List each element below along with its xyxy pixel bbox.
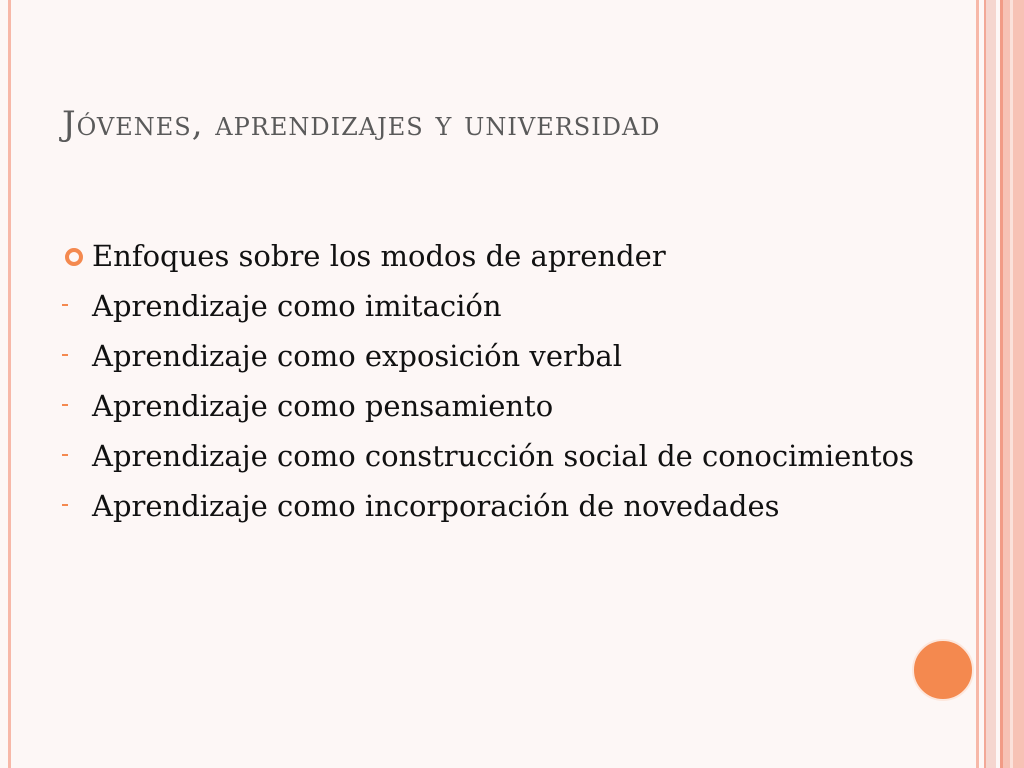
dash-bullet-icon bbox=[62, 504, 68, 506]
orange-circle-bullet-icon bbox=[64, 247, 84, 267]
list-item-text: Aprendizaje como construcción social de conocimientos bbox=[92, 439, 914, 473]
list-item-text: Aprendizaje como imitación bbox=[92, 289, 502, 323]
list-item-text: Aprendizaje como pensamiento bbox=[92, 389, 554, 423]
dash-bullet-icon bbox=[62, 354, 68, 356]
list-item bbox=[60, 386, 940, 426]
list-item bbox=[60, 286, 940, 326]
left-border-line bbox=[8, 0, 11, 768]
dash-bullet-icon bbox=[62, 454, 68, 456]
bullet-list bbox=[60, 236, 940, 526]
list-item bbox=[60, 486, 940, 526]
right-border-stripe bbox=[984, 0, 996, 768]
list-item bbox=[60, 336, 940, 376]
orange-circle-decoration bbox=[912, 639, 974, 701]
right-border-line bbox=[976, 0, 979, 768]
list-item-text: Enfoques sobre los modos de aprender bbox=[92, 239, 666, 273]
list-item-text: Aprendizaje como incorporación de novedades bbox=[92, 489, 780, 523]
dash-bullet-icon bbox=[62, 304, 68, 306]
list-item bbox=[60, 436, 940, 476]
right-border-highlight bbox=[1010, 0, 1013, 768]
list-item-text: Aprendizaje como exposición verbal bbox=[92, 339, 622, 373]
slide-title: Jóvenes, aprendizajes y universidad bbox=[62, 104, 661, 144]
dash-bullet-icon bbox=[62, 404, 68, 406]
list-item bbox=[60, 236, 940, 276]
